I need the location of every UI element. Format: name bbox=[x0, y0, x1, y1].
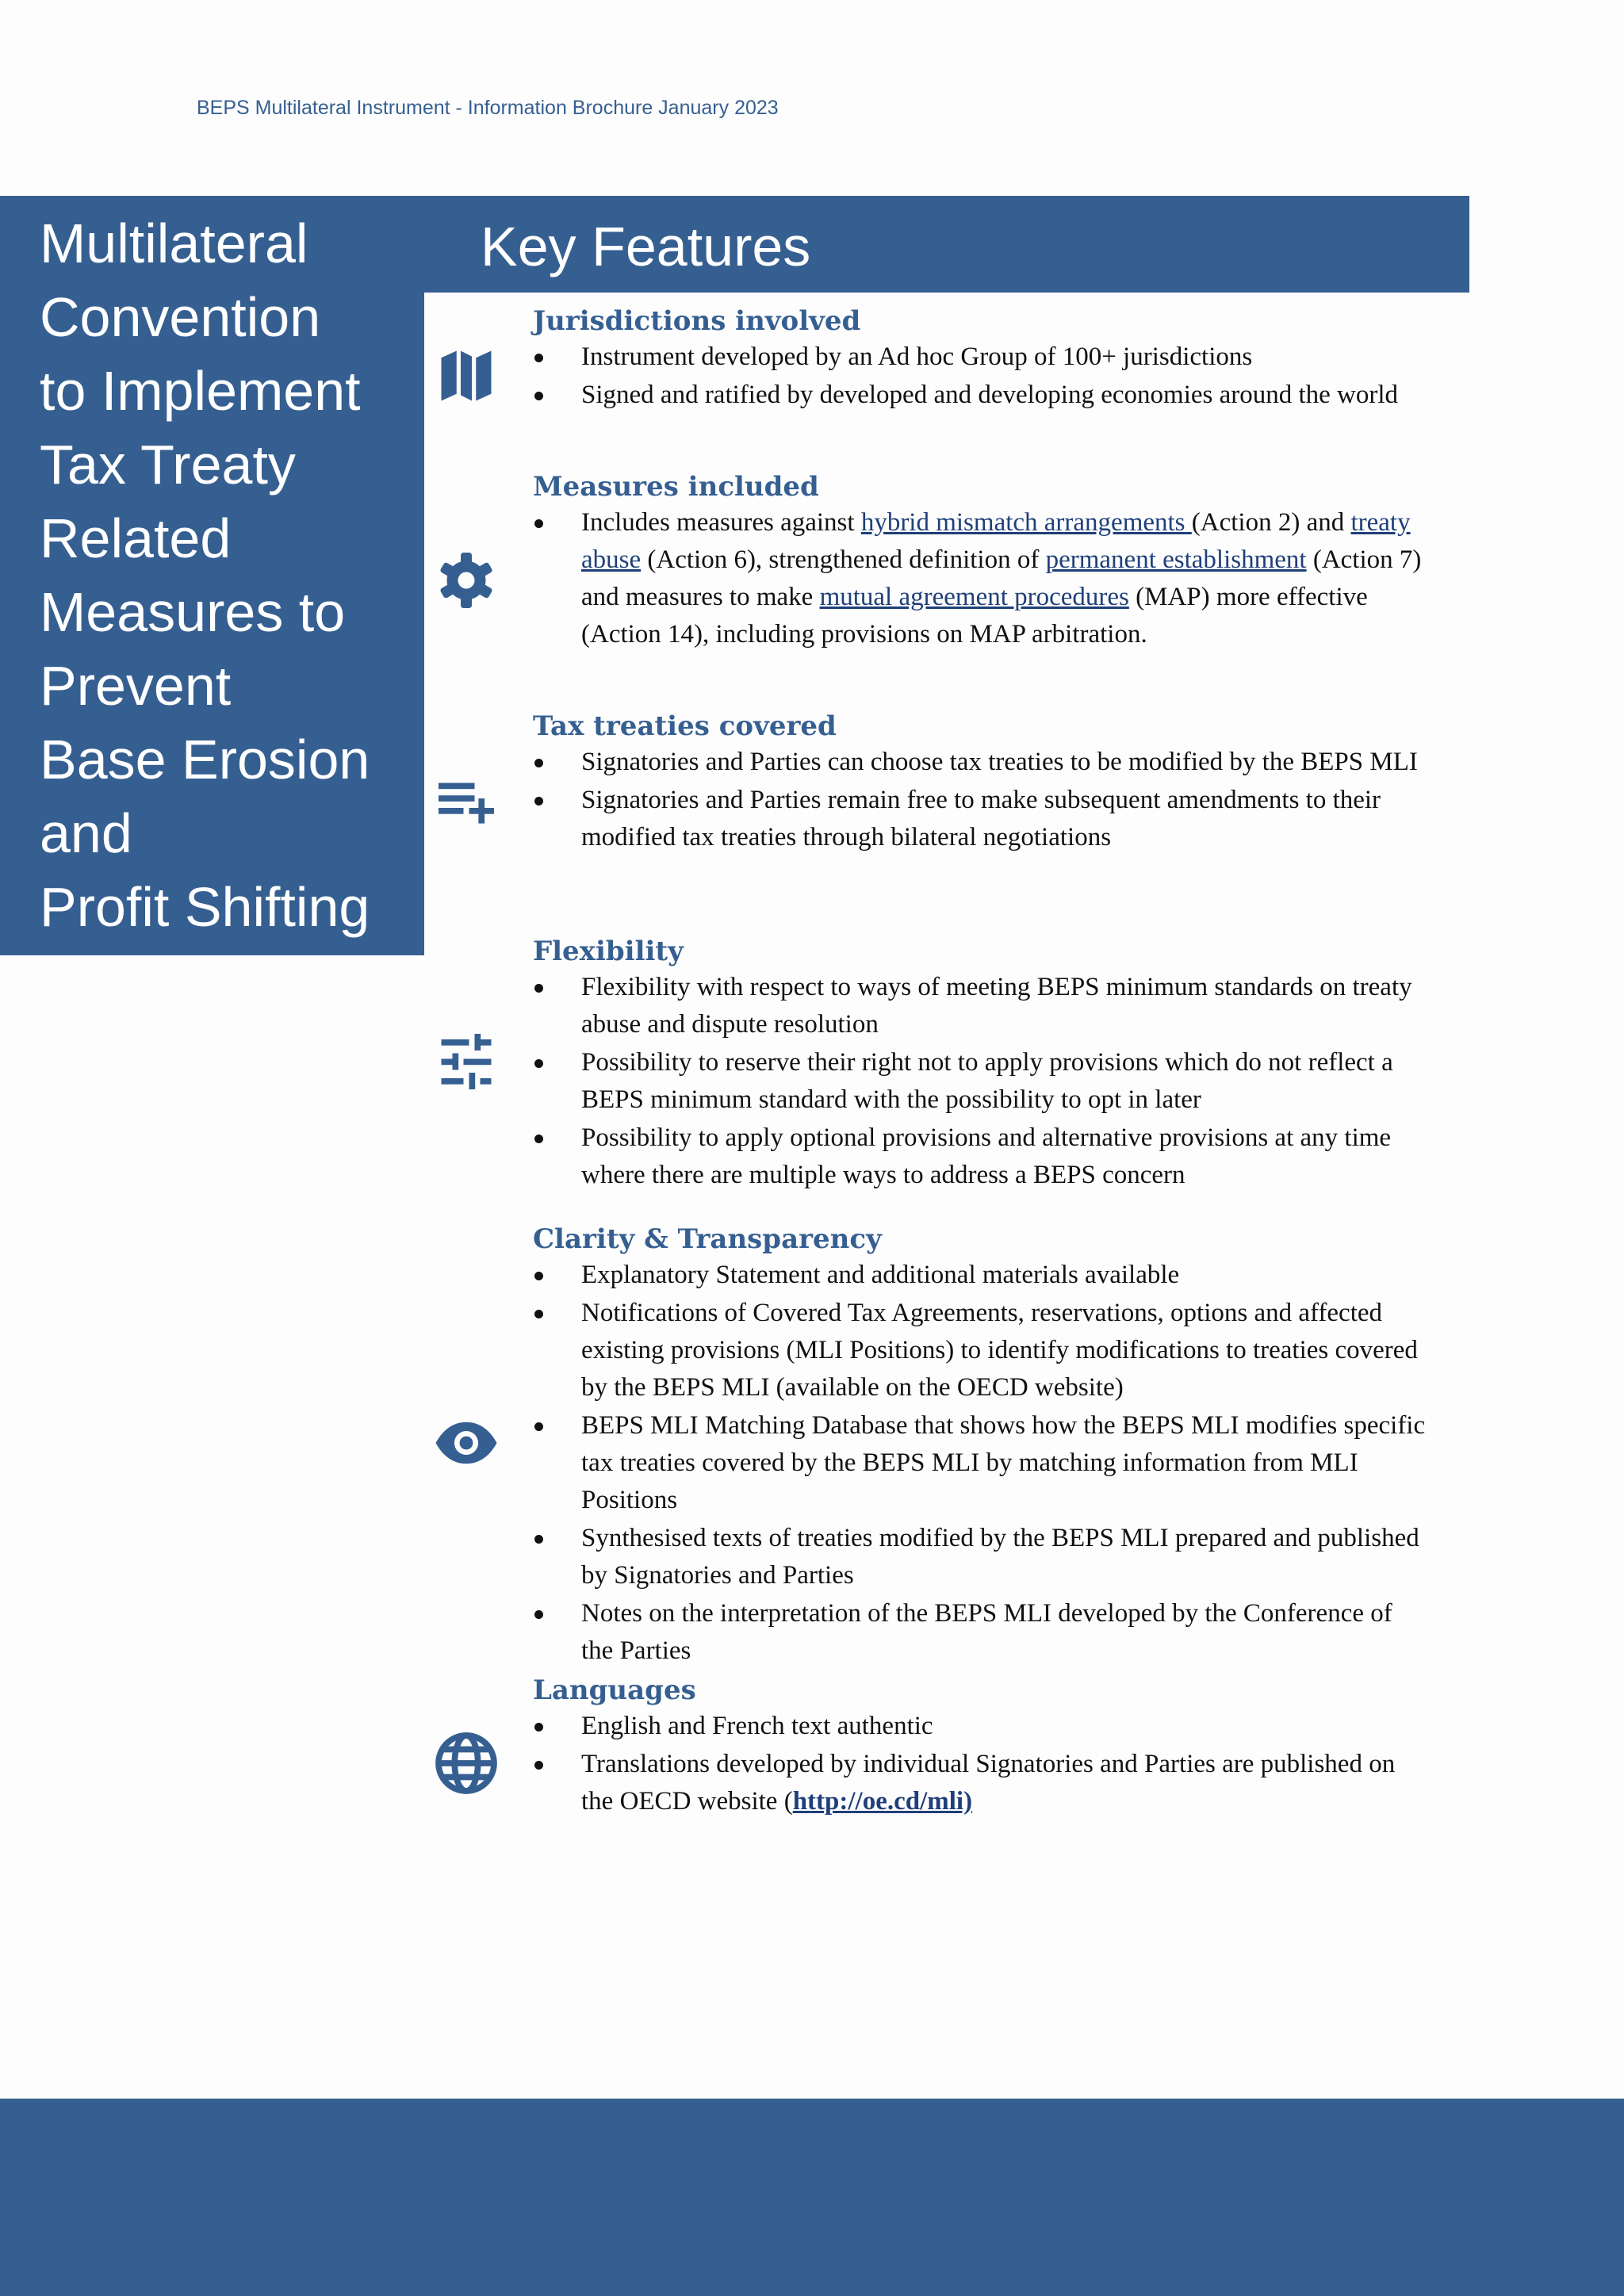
sidebar-title-line: Multilateral bbox=[40, 212, 308, 274]
sliders-icon bbox=[433, 1028, 500, 1095]
key-features-banner bbox=[424, 196, 1469, 293]
text: (Action 7) and measures to make bbox=[581, 545, 1422, 611]
permanent-establishment-link[interactable]: permanent establishment bbox=[1045, 545, 1307, 574]
brochure-header: BEPS Multilateral Instrument - Information Brochure January 2023 bbox=[197, 97, 779, 119]
bullet-list bbox=[533, 744, 1429, 856]
mutual-agreement-procedures-link[interactable]: mutual agreement procedures bbox=[819, 583, 1129, 611]
map-icon bbox=[433, 342, 500, 409]
key-features-title: Key Features bbox=[481, 216, 811, 277]
oecd-mli-link[interactable]: http://oe.cd/mli) bbox=[792, 1787, 973, 1816]
hybrid-mismatch-link[interactable]: hybrid mismatch arrangements bbox=[860, 508, 1192, 537]
sidebar-title-line: Convention bbox=[40, 286, 321, 348]
sidebar-title-line: Related bbox=[40, 507, 232, 569]
text: (Action 6), strengthened definition of bbox=[641, 545, 1046, 574]
section-title: Jurisdictions involved bbox=[533, 305, 861, 337]
list-item: Notes on the interpretation of the BEPS MLI developed by the Conference of the Parties bbox=[533, 1595, 1429, 1670]
section-title: Flexibility bbox=[533, 936, 684, 967]
sidebar-title-line: Base Erosion bbox=[40, 729, 370, 790]
sidebar-title-line: Tax Treaty bbox=[40, 434, 296, 496]
gear-icon bbox=[433, 547, 500, 614]
bullet-list bbox=[533, 969, 1429, 1194]
bullet-list bbox=[533, 1708, 1429, 1820]
section-title: Clarity & Transparency bbox=[533, 1223, 882, 1255]
globe-icon bbox=[433, 1730, 500, 1797]
text: (Action 2) and bbox=[1191, 508, 1351, 537]
list-item: Signed and ratified by developed and developing economies around the world bbox=[533, 377, 1429, 414]
bullet-list bbox=[533, 339, 1429, 414]
list-item: BEPS MLI Matching Database that shows how the BEPS MLI modifies specific tax treaties covered by the BEPS MLI by matching information from MLI Positions bbox=[533, 1407, 1429, 1519]
playlist-add-icon bbox=[433, 769, 500, 836]
list-item: Possibility to reserve their right not to apply provisions which do not reflect a BEPS minimum standard with the possibility to opt in later bbox=[533, 1044, 1429, 1119]
list-item: Instrument developed by an Ad hoc Group of 100+ jurisdictions bbox=[533, 339, 1429, 376]
footer-band bbox=[0, 2099, 1624, 2296]
list-item: Synthesised texts of treaties modified by the BEPS MLI prepared and published by Signatories and Parties bbox=[533, 1520, 1429, 1594]
list-item: Explanatory Statement and additional materials available bbox=[533, 1257, 1429, 1294]
section-title: Tax treaties covered bbox=[533, 710, 837, 742]
list-item bbox=[533, 1746, 1429, 1820]
section-languages bbox=[533, 1673, 1429, 1821]
section-flexibility bbox=[533, 934, 1429, 1195]
sidebar-title-line: to Implement bbox=[40, 360, 361, 422]
list-item: Flexibility with respect to ways of meeting BEPS minimum standards on treaty abuse and dispute resolution bbox=[533, 969, 1429, 1043]
list-item: Signatories and Parties remain free to make subsequent amendments to their modified tax treaties through bilateral negotiations bbox=[533, 782, 1429, 856]
list-item: Signatories and Parties can choose tax treaties to be modified by the BEPS MLI bbox=[533, 744, 1429, 781]
section-measures bbox=[533, 469, 1429, 654]
section-tax-treaties bbox=[533, 709, 1429, 857]
list-item: Notifications of Covered Tax Agreements, reservations, options and affected existing provisions (MLI Positions) to identify modifications to treaties covered by the BEPS MLI (available on the OECD website) bbox=[533, 1295, 1429, 1406]
bullet-list bbox=[533, 504, 1429, 653]
sidebar-title-line: Measures to bbox=[40, 581, 346, 643]
section-jurisdictions bbox=[533, 304, 1429, 415]
section-title: Languages bbox=[533, 1674, 696, 1706]
treaty-abuse-link[interactable]: treaty abuse bbox=[581, 508, 1411, 574]
text: Translations developed by individual Signatories and Parties are published on the OECD website ( bbox=[581, 1750, 1396, 1816]
eye-icon bbox=[433, 1410, 500, 1476]
sidebar-title-line: Prevent bbox=[40, 655, 232, 717]
sidebar-title-panel bbox=[0, 196, 424, 955]
sidebar-title-line: Profit Shifting bbox=[40, 876, 370, 938]
section-title: Measures included bbox=[533, 471, 819, 503]
section-clarity-transparency bbox=[533, 1222, 1429, 1670]
bullet-list bbox=[533, 1257, 1429, 1670]
list-item bbox=[533, 504, 1429, 653]
text: Includes measures against bbox=[581, 508, 861, 537]
list-item: Possibility to apply optional provisions and alternative provisions at any time where there are multiple ways to address a BEPS concern bbox=[533, 1119, 1429, 1194]
sidebar-title-line: and bbox=[40, 802, 132, 864]
text: (MAP) more effective (Action 14), including provisions on MAP arbitration. bbox=[581, 583, 1368, 649]
list-item: English and French text authentic bbox=[533, 1708, 1429, 1745]
